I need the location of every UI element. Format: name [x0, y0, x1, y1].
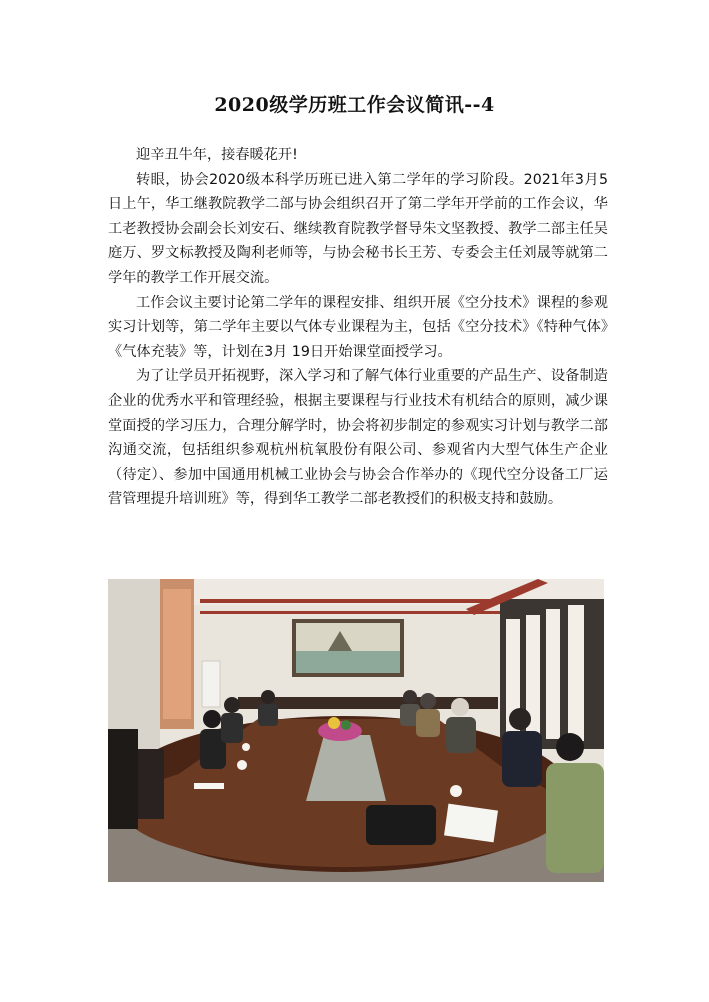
flower-leaf [341, 720, 351, 730]
person-head [203, 710, 221, 728]
ceiling-pipe [200, 611, 500, 614]
person-head [556, 733, 584, 761]
person-body [258, 704, 278, 726]
chair [108, 729, 138, 829]
cup [450, 785, 462, 797]
paragraph: 迎辛丑牛年，接春暖花开! [136, 147, 298, 163]
person-head [261, 690, 275, 704]
left-window-glass [163, 589, 191, 719]
person-head [509, 708, 531, 730]
person-body [446, 717, 476, 753]
cup [237, 760, 247, 770]
person-body [416, 709, 440, 737]
bag [366, 805, 436, 845]
flower [328, 717, 340, 729]
right-window-pane [546, 609, 560, 739]
meeting-photo-drawing [108, 579, 604, 882]
cup [242, 743, 250, 751]
person-head [451, 698, 469, 716]
person-head [224, 697, 240, 713]
chair [138, 749, 164, 819]
ceiling-pipe [200, 599, 500, 603]
person-body [502, 731, 542, 787]
person-head [403, 690, 417, 704]
flower-arrangement [318, 721, 362, 741]
meeting-photo [108, 579, 604, 882]
paragraph: 为了让学员开拓视野，深入学习和了解气体行业重要的产品生产、设备制造企业的优秀水平和管理经验，根据主要课程与行业技术有机结合的原则，减少课堂面授的学习压力，合理分解学时，协会将初步制定的参观实习计划与教学二部沟通交流，包括组织参观杭州杭氧股份有限公司、参观省内大型气体生产企业（待定）、参加中国通用机械工业协会与协会合作举办的《现代空分设备工厂运营管理提升培训班》等，得到华工教学二部老教授们的积极支持和鼓励。 [108, 368, 608, 508]
person-body [221, 713, 243, 743]
person-head [420, 693, 436, 709]
document-title: 2020级学历班工作会议简讯--4 [214, 94, 495, 116]
paragraph: 工作会议主要讨论第二学年的课程安排、组织开展《空分技术》课程的参观实习计划等，第二学年主要以气体专业课程为主，包括《空分技术》《特种气体》《气体充装》等，计划在3月 19日开始课堂面授学习。 [108, 294, 608, 360]
document-body [108, 143, 608, 512]
air-conditioner [202, 661, 220, 707]
paper [194, 783, 224, 789]
right-window-pane [568, 605, 584, 741]
painting-water [296, 651, 400, 673]
paragraph: 转眼，协会2020级本科学历班已进入第二学年的学习阶段。2021年3月5日上午，华工继教院教学二部与协会组织召开了第二学年开学前的工作会议，华工老教授协会副会长刘安石、继续教育院教学督导朱文坚教授、教学二部主任吴庭万、罗文标教授及陶利老师等，与协会秘书长王芳、专委会主任刘晟等就第二学年的教学工作开展交流。 [108, 171, 608, 286]
person-body [546, 763, 604, 873]
